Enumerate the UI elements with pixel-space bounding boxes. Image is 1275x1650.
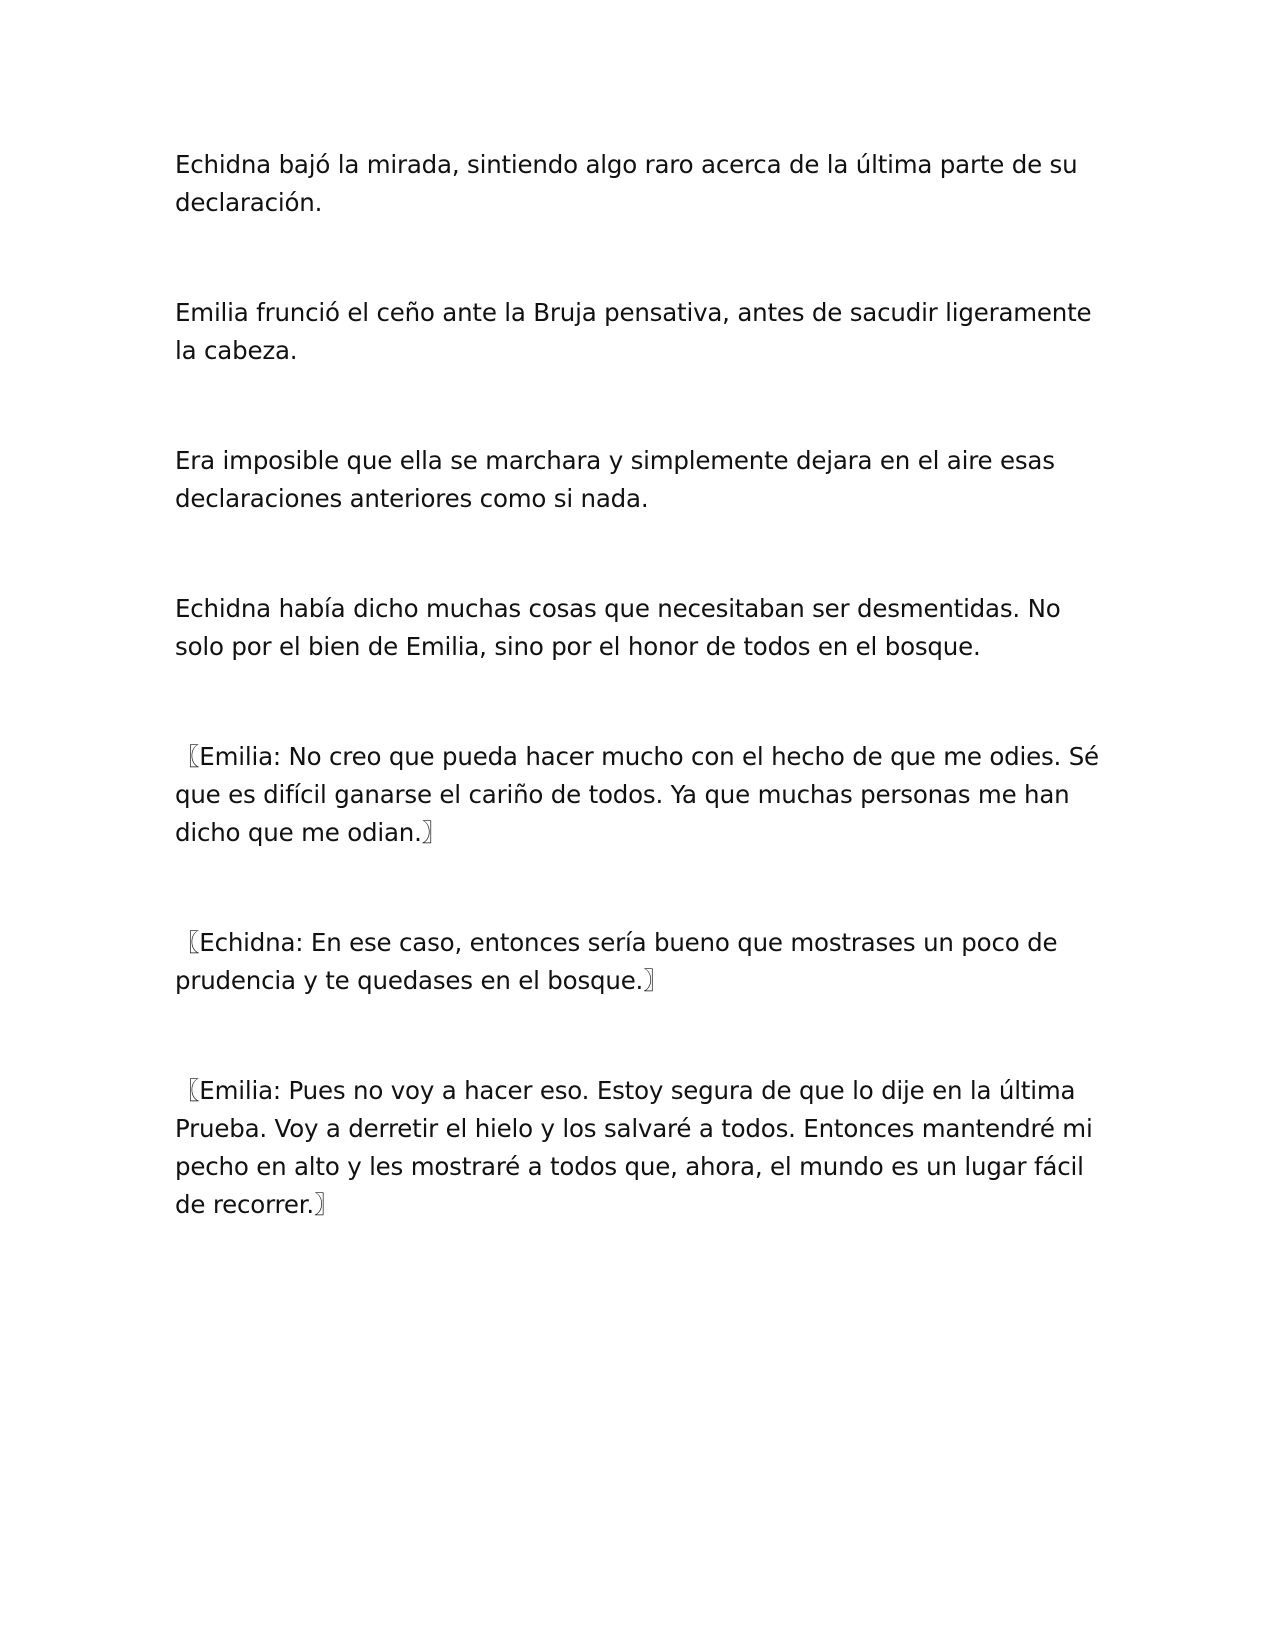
- paragraph-dialogue-emilia-1: 〖Emilia: No creo que pueda hacer mucho con el hecho de que me odies. Sé que es difícil ganarse el cariño de todos. Ya que muchas personas me han dicho que me odian.〗: [175, 742, 1099, 847]
- paragraph-narration-4: Echidna había dicho muchas cosas que necesitaban ser desmentidas. No solo por el bien de Emilia, sino por el honor de todos en el bosque.: [175, 594, 1061, 661]
- document-body: [175, 146, 1115, 1296]
- paragraph-narration-1: Echidna bajó la mirada, sintiendo algo raro acerca de la última parte de su declaración.: [175, 150, 1078, 217]
- paragraph-dialogue-echidna: 〖Echidna: En ese caso, entonces sería bueno que mostrases un poco de prudencia y te quedases en el bosque.〗: [175, 928, 1058, 995]
- paragraph-narration-3: Era imposible que ella se marchara y simplemente dejara en el aire esas declaraciones anteriores como si nada.: [175, 446, 1055, 513]
- paragraph-dialogue-emilia-2: 〖Emilia: Pues no voy a hacer eso. Estoy segura de que lo dije en la última Prueba. Voy a derretir el hielo y los salvaré a todos. Entonces mantendré mi pecho en alto y les mostraré a todos que, ahora, el mundo es un lugar fácil de recorrer.〗: [175, 1076, 1093, 1219]
- paragraph-narration-2: Emilia frunció el ceño ante la Bruja pensativa, antes de sacudir ligeramente la cabeza.: [175, 298, 1092, 365]
